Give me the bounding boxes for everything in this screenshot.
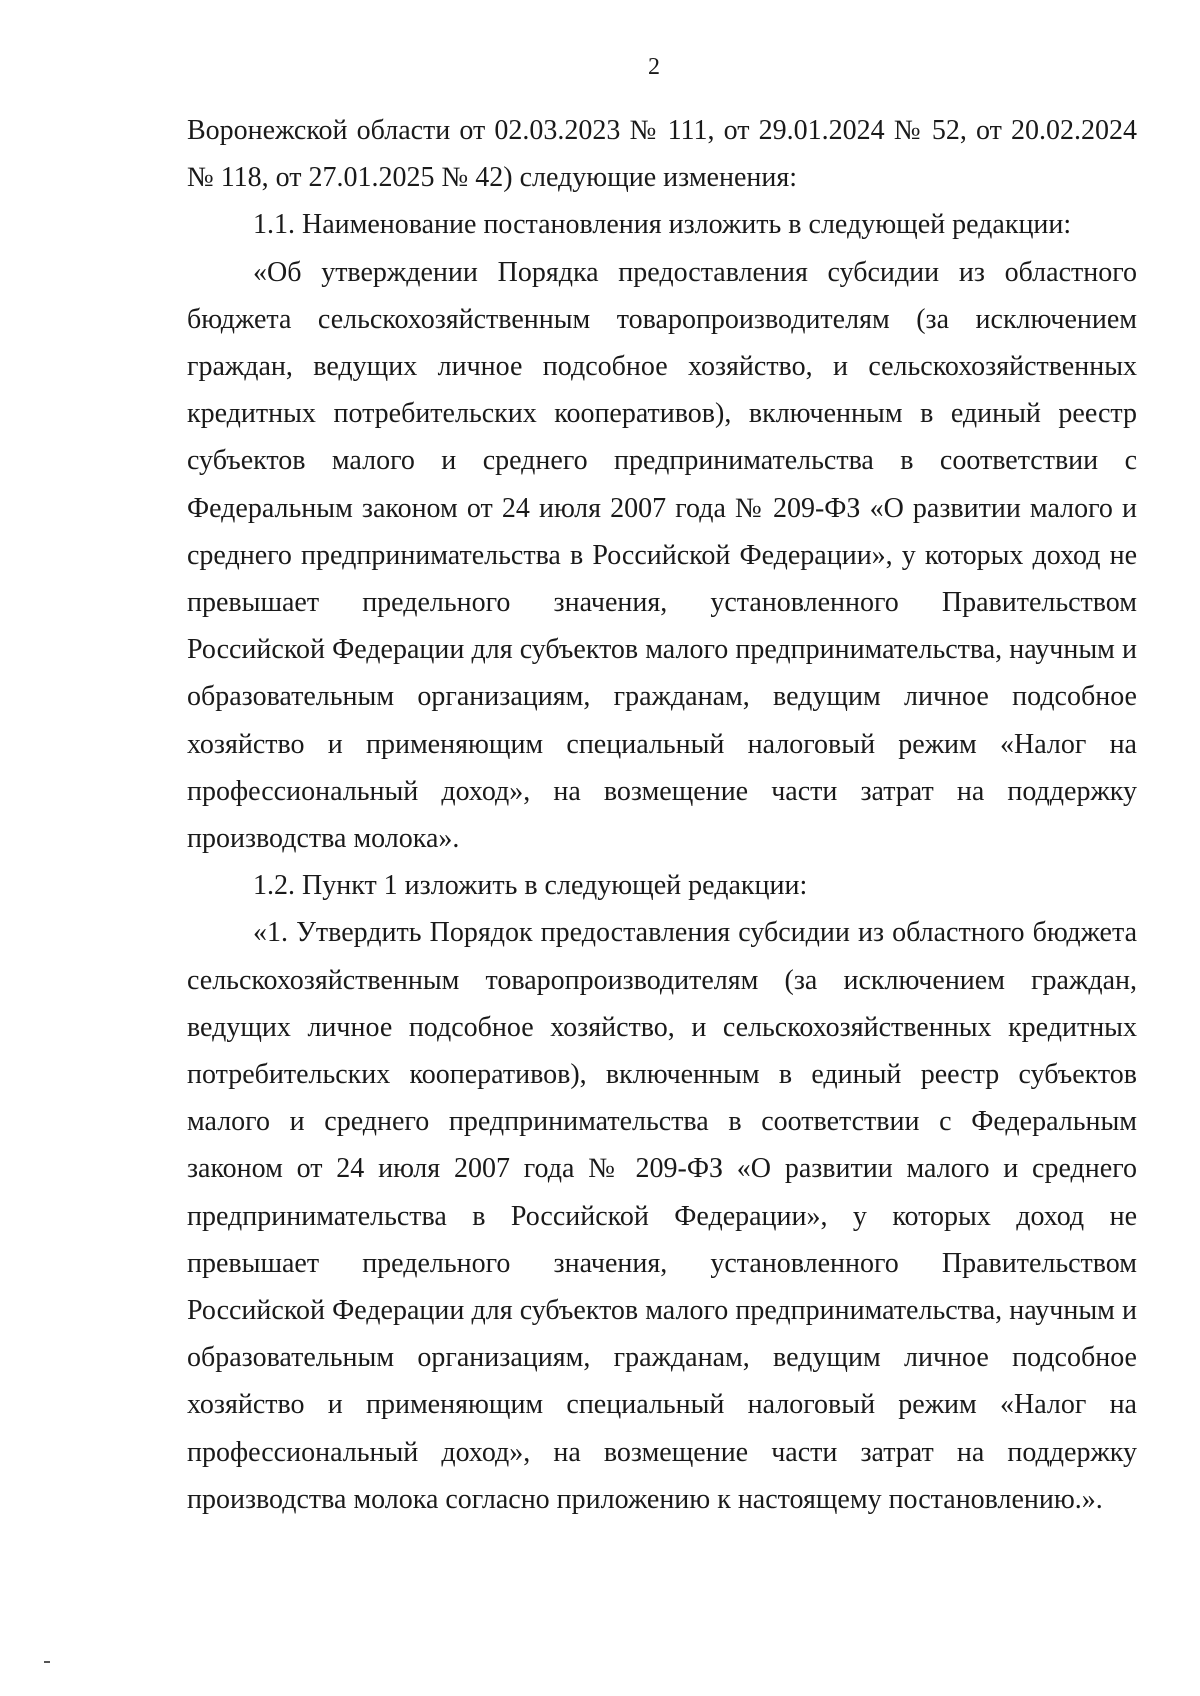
- item-1-2-quoted-clause: «1. Утвердить Порядок предоставления субсидии из областного бюджета сельскохозяйственным товаропроизводителям (за исключением граждан, ведущих личное подсобное хозяйство, и сельскохозяйственных кредитных потребительских кооперативов), включенным в единый реестр субъектов малого и среднего предпринимательства в соответствии с Федеральным законом от 24 июля 2007 года № 209-ФЗ «О развитии малого и среднего предпринимательства в Российской Федерации», у которых доход не превышает предельного значения, установленного Правительством Российской Федерации для субъектов малого предпринимательства, научным и образовательным организациям, гражданам, ведущим личное подсобное хозяйство и применяющим специальный налоговый режим «Налог на профессиональный доход», на возмещение части затрат на поддержку производства молока согласно приложению к настоящему постановлению.».: [187, 917, 1137, 1515]
- item-1-2-heading: 1.2. Пункт 1 изложить в следующей редакции:: [253, 870, 808, 902]
- item-1-1-quoted-title: «Об утверждении Порядка предоставления субсидии из областного бюджета сельскохозяйственным товаропроизводителям (за исключением граждан, ведущих личное подсобное хозяйство, и сельскохозяйственных кредитных потребительских кооперативов), включенным в единый реестр субъектов малого и среднего предпринимательства в соответствии с Федеральным законом от 24 июля 2007 года № 209-ФЗ «О развитии малого и среднего предпринимательства в Российской Федерации», у которых доход не превышает предельного значения, установленного Правительством Российской Федерации для субъектов малого предпринимательства, научным и образовательным организациям, гражданам, ведущим личное подсобное хозяйство и применяющим специальный налоговый режим «Налог на профессиональный доход», на возмещение части затрат на поддержку производства молока».: [187, 256, 1137, 855]
- page-number: 2: [648, 54, 660, 80]
- scan-artifact: [44, 1661, 50, 1663]
- item-1-1-heading: 1.1. Наименование постановления изложить в следующей редакции:: [253, 209, 1072, 241]
- document-body: [187, 107, 1137, 1523]
- intro-paragraph: Воронежской области от 02.03.2023 № 111, от 29.01.2024 № 52, от 20.02.2024 № 118, от 27.01.2025 № 42) следующие изменения:: [187, 115, 1137, 194]
